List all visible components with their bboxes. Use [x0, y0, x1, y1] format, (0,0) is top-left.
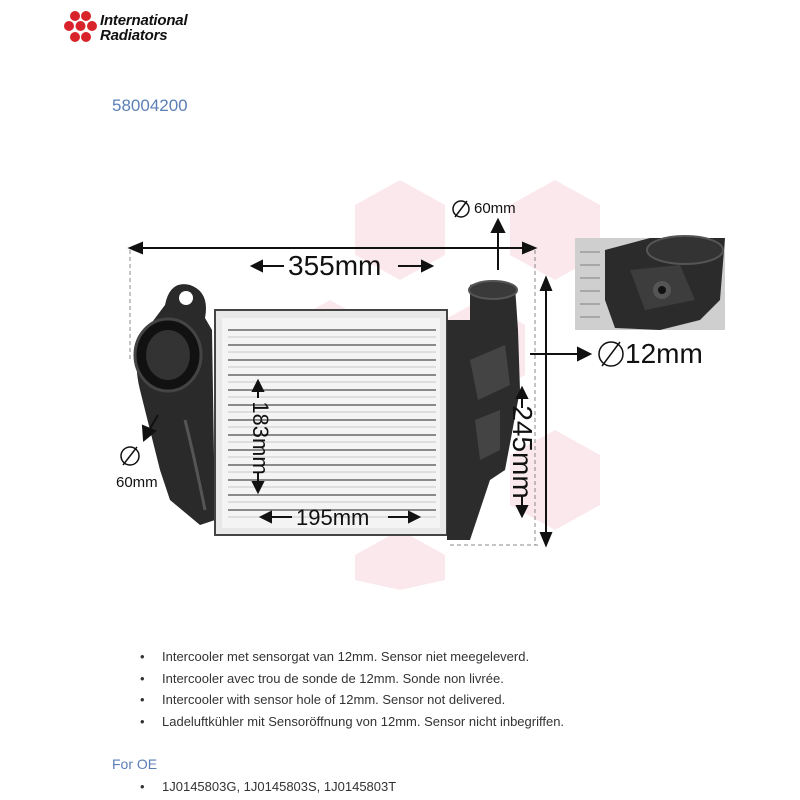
description-fr: • Intercooler avec trou de sonde de 12mm. Sonde non livrée. — [134, 668, 564, 690]
description-list — [134, 646, 564, 732]
width-label: 355mm — [288, 250, 382, 281]
oe-numbers: • 1J0145803G, 1J0145803S, 1J0145803T — [134, 777, 396, 797]
core-width-label: 195mm — [296, 505, 370, 530]
description-de: • Ladeluftkühler mit Sensoröffnung von 12mm. Sensor nicht inbegriffen. — [134, 711, 564, 733]
sensor-hole-label: 12mm — [625, 338, 703, 369]
sensor-inset-photo — [575, 236, 725, 330]
description-en: • Intercooler with sensor hole of 12mm. Sensor not delivered. — [134, 689, 564, 711]
oe-title: For OE — [112, 756, 158, 772]
brand-line1: International — [100, 12, 188, 29]
part-number: 58004200 — [112, 96, 188, 115]
outlet-diameter-label: 60mm — [474, 200, 516, 217]
height-label: 245mm — [507, 405, 538, 499]
oe-list — [134, 777, 396, 797]
description-nl: • Intercooler met sensorgat van 12mm. Sensor niet meegeleverd. — [134, 646, 564, 668]
inlet-diameter-label: 60mm — [116, 474, 158, 491]
brand-line2: Radiators — [100, 27, 168, 44]
core-height-label: 183mm — [248, 401, 273, 475]
